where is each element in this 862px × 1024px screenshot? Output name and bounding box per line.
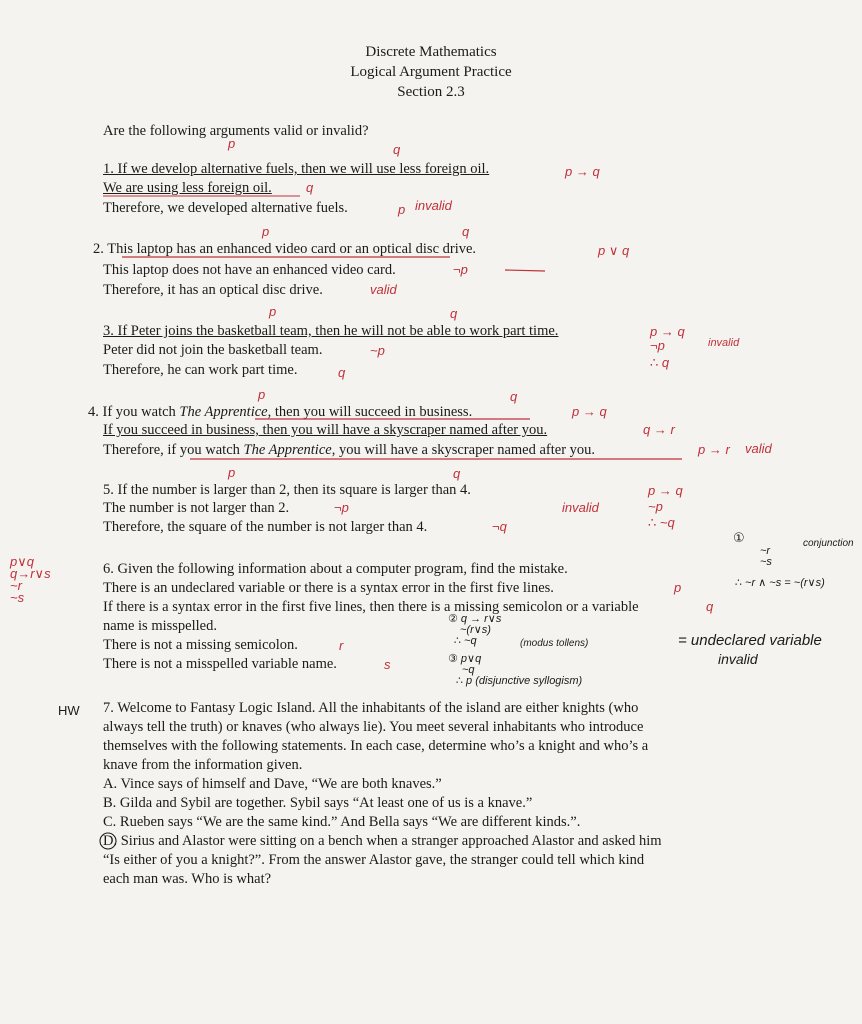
q7-part-d-line-2: “Is either of you a knight?”. From the answer Alastor gave, the stranger could tell which kind bbox=[103, 852, 645, 868]
note-q5-form-1: p → q bbox=[648, 483, 683, 498]
q1-premise-2: We are using less foreign oil. bbox=[103, 180, 272, 196]
q7-part-a: A. Vince says of himself and Dave, “We are both knaves.” bbox=[103, 776, 442, 792]
q3-conclusion: Therefore, he can work part time. bbox=[103, 362, 298, 378]
course-name: Discrete Mathematics bbox=[365, 44, 497, 60]
note-q2-np: ¬p bbox=[453, 262, 468, 277]
note-hw: HW bbox=[58, 703, 80, 718]
q7-line-1: 7. Welcome to Fantasy Logic Island. All the inhabitants of the island are either knights (who bbox=[103, 700, 639, 716]
note-q4-form-1: p → q bbox=[572, 404, 607, 419]
q7-part-d-line-3: each man was. Who is what? bbox=[103, 871, 272, 887]
note-q4-form-2: q → r bbox=[643, 422, 675, 437]
q7-part-b: B. Gilda and Sybil are together. Sybil says “At least one of us is a knave.” bbox=[103, 795, 533, 811]
note-q6-step-1: ~r ~s bbox=[760, 545, 772, 568]
note-q5-form-3: ∴ ~q bbox=[648, 515, 675, 530]
q7-part-c: C. Rueben says “We are the same kind.” And Bella says “We are different kinds.”. bbox=[103, 814, 581, 830]
note-q3-q3: q bbox=[338, 365, 346, 380]
note-q1-p: p bbox=[228, 136, 236, 151]
note-q5-form-2: ~p bbox=[648, 499, 663, 514]
instructions: Are the following arguments valid or invalid? bbox=[103, 123, 369, 139]
note-q6-verdict: invalid bbox=[718, 651, 758, 667]
note-q2-form: p ∨ q bbox=[598, 243, 630, 258]
note-q1-p3: p bbox=[398, 202, 406, 217]
q1-conclusion: Therefore, we developed alternative fuels. bbox=[103, 200, 348, 216]
q6-premise-1: There is an undeclared variable or there is a syntax error in the first five lines. bbox=[103, 580, 554, 596]
note-q6-step-3: ③ p∨q ~q ∴ p (disjunctive syllogism) bbox=[448, 653, 583, 687]
worksheet-title: Logical Argument Practice bbox=[350, 64, 512, 80]
note-q6-s: s bbox=[384, 657, 391, 672]
note-q6-conjunction: conjunction bbox=[803, 538, 854, 549]
note-q6-left: p∨q q→r∨s ~r ~s bbox=[10, 554, 51, 605]
note-q3-form: p → q bbox=[650, 324, 685, 339]
note-q3-p: p bbox=[269, 304, 277, 319]
q6-premise-3: There is not a missing semicolon. bbox=[103, 637, 298, 653]
section-label: Section 2.3 bbox=[397, 84, 465, 100]
q2-premise-2: This laptop does not have an enhanced video card. bbox=[103, 262, 396, 278]
q6-premise-4: There is not a misspelled variable name. bbox=[103, 656, 337, 672]
q1-premise-1: 1. If we develop alternative fuels, then we will use less foreign oil. bbox=[103, 161, 490, 177]
q6-premise-2: If there is a syntax error in the first five lines, then there is a missing semicolon or a variable bbox=[103, 599, 639, 615]
note-q2-verdict: valid bbox=[370, 282, 397, 297]
note-q1-q: q bbox=[393, 142, 401, 157]
note-q4-form-3: p → r bbox=[698, 442, 730, 457]
note-q3-q: q bbox=[450, 306, 458, 321]
q3-premise-1: 3. If Peter joins the basketball team, then he will not be able to work part time. bbox=[103, 323, 559, 339]
q7-line-3: themselves with the following statements. In each case, determine who’s a knight and who’s a bbox=[103, 738, 649, 754]
note-q3-tq: ∴ q bbox=[650, 355, 670, 370]
note-q6-step-1-result: ∴ ~r ∧ ~s = ~(r∨s) bbox=[735, 577, 825, 589]
q7-line-4: knave from the information given. bbox=[103, 757, 303, 773]
note-q6-modus-tollens: (modus tollens) bbox=[520, 638, 589, 649]
q4-conclusion: Therefore, if you watch The Apprentice, you will have a skyscraper named after you. bbox=[103, 442, 596, 458]
note-q6-answer: = undeclared variable bbox=[678, 632, 822, 649]
q2-premise-1: 2. This laptop has an enhanced video card or an optical disc drive. bbox=[93, 241, 477, 257]
q3-premise-2: Peter did not join the basketball team. bbox=[103, 342, 323, 358]
note-q1-form: p → q bbox=[565, 164, 600, 179]
note-q3-np: ~p bbox=[370, 343, 385, 358]
note-q5-verdict: invalid bbox=[562, 500, 599, 515]
q2-conclusion: Therefore, it has an optical disc drive. bbox=[103, 282, 323, 298]
q7-part-d-line-1: D. Sirius and Alastor were sitting on a bench when a stranger approached Alastor and asked him bbox=[103, 833, 662, 849]
q4-premise-2: If you succeed in business, then you will have a skyscraper named after you. bbox=[103, 422, 548, 438]
q6-premise-2-cont: name is misspelled. bbox=[103, 618, 217, 634]
note-q4-verdict: valid bbox=[745, 441, 772, 456]
note-q5-p: p bbox=[228, 465, 236, 480]
note-q1-q2: q bbox=[306, 180, 314, 195]
q4-premise-1: 4. If you watch The Apprentice, then you will succeed in business. bbox=[88, 404, 473, 420]
note-q4-q: q bbox=[510, 389, 518, 404]
note-q1-verdict: invalid bbox=[415, 198, 452, 213]
note-q2-q: q bbox=[462, 224, 470, 239]
note-q6-p: p bbox=[674, 580, 682, 595]
q6-intro: 6. Given the following information about a computer program, find the mistake. bbox=[103, 561, 568, 577]
note-q2-p: p bbox=[262, 224, 270, 239]
note-q5-q: q bbox=[453, 466, 461, 481]
note-q6-r: r bbox=[339, 638, 344, 653]
q5-premise-2: The number is not larger than 2. bbox=[103, 500, 290, 516]
note-q6-step-2: ② q → r∨s ~(r∨s) ∴ ~q bbox=[448, 613, 502, 647]
note-q4-p: p bbox=[258, 387, 266, 402]
note-q3-verdict: invalid bbox=[708, 337, 740, 349]
q5-premise-1: 5. If the number is larger than 2, then its square is larger than 4. bbox=[103, 482, 471, 498]
note-q5-nq: ¬q bbox=[492, 519, 507, 534]
note-q3-np-right: ¬p bbox=[650, 338, 665, 353]
note-q6-step-1-marker: ① bbox=[733, 530, 745, 545]
q7-line-2: always tell the truth) or knaves (who always lie). You meet several inhabitants who introduce bbox=[103, 719, 644, 735]
q5-conclusion: Therefore, the square of the number is not larger than 4. bbox=[103, 519, 428, 535]
note-q5-np: ¬p bbox=[334, 500, 349, 515]
note-q6-q: q bbox=[706, 599, 714, 614]
